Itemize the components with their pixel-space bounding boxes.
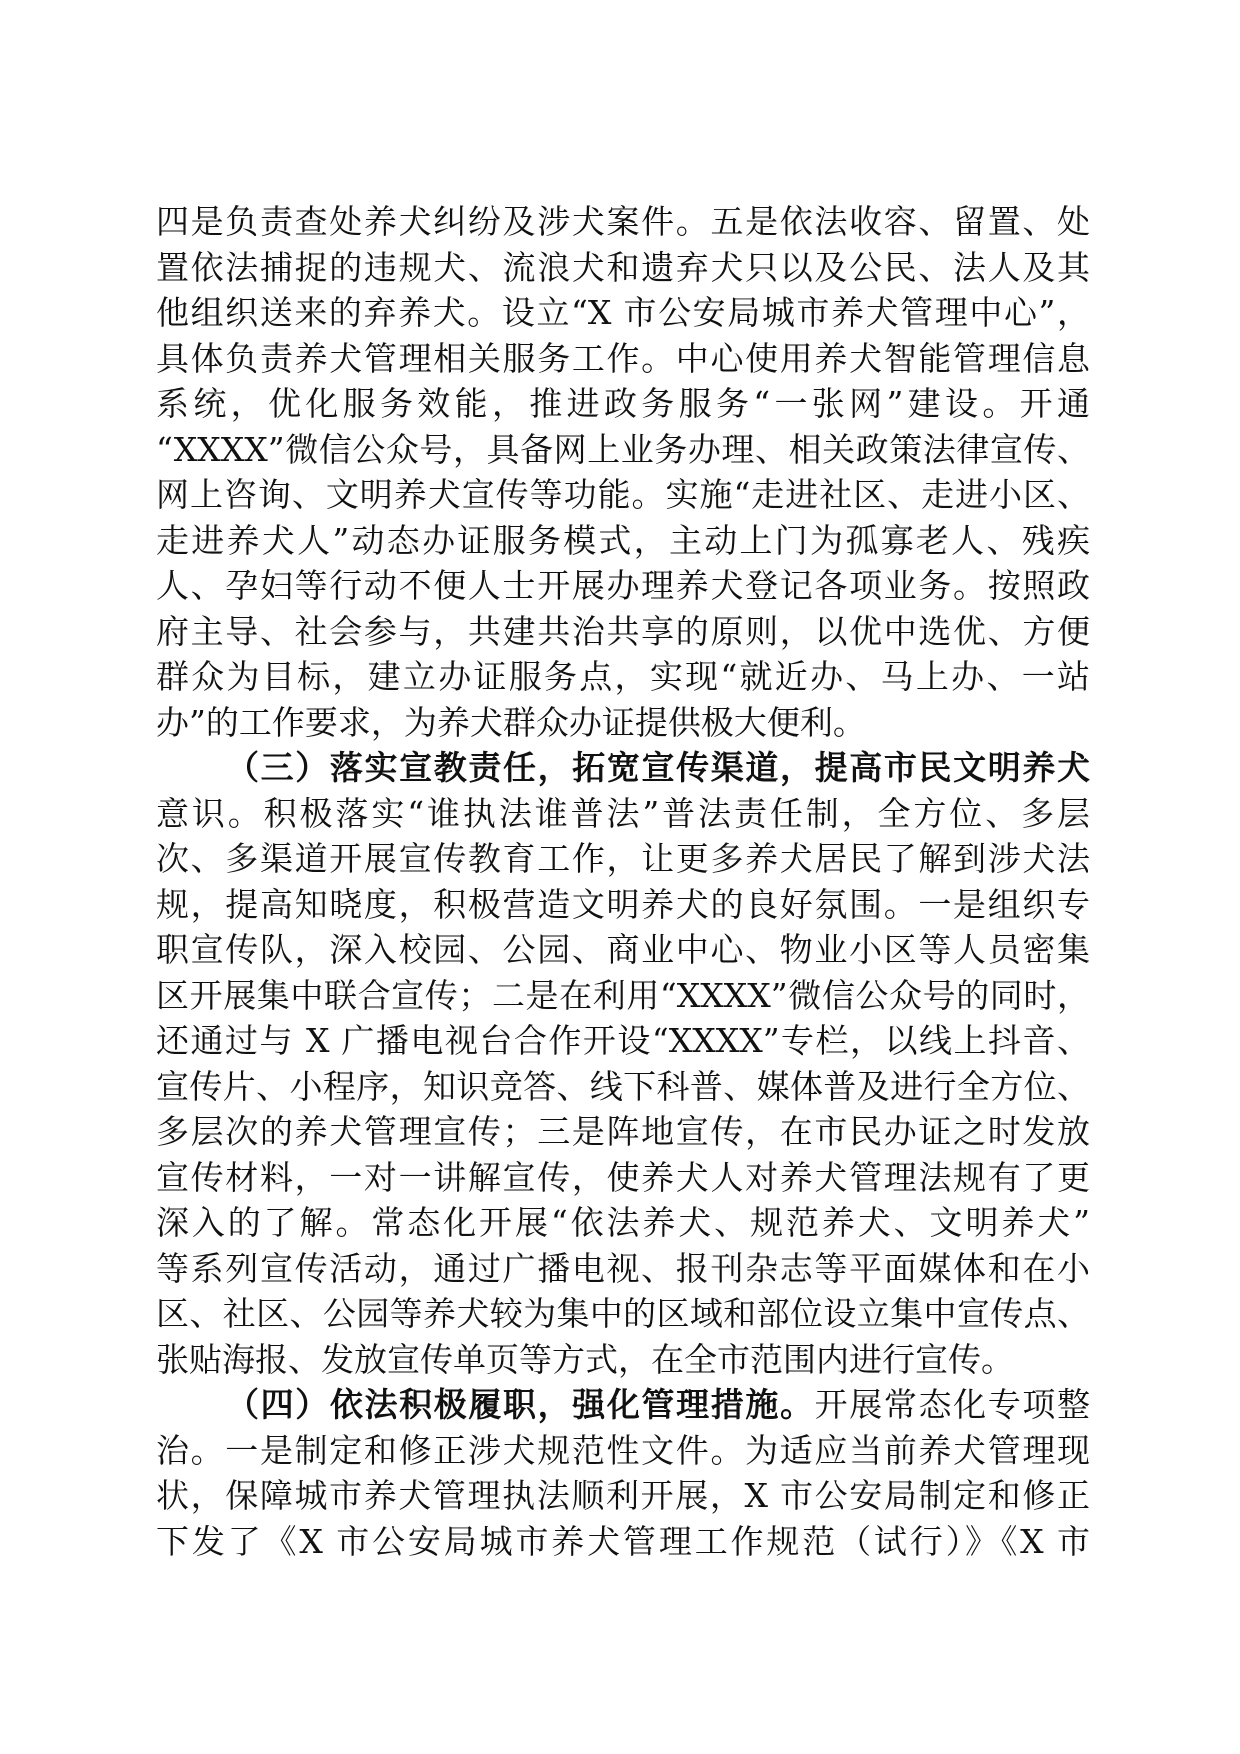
text-line: 走进养犬人”动态办证服务模式，主动上门为孤寡老人、残疾: [156, 520, 1090, 560]
text-line: 置依法捕捉的违规犬、流浪犬和遗弃犬只以及公民、法人及其: [156, 247, 1090, 287]
text-line: 治。一是制定和修正涉犬规范性文件。为适应当前养犬管理现: [156, 1430, 1090, 1470]
text-line: 系统，优化服务效能，推进政务服务“一张网”建设。开通: [156, 384, 1090, 423]
text-line: 下发了《X 市公安局城市养犬管理工作规范（试行）》《X 市: [156, 1521, 1090, 1561]
text-line: 群众为目标，建立办证服务点，实现“就近办、马上办、一站: [156, 657, 1090, 696]
text-line: 还通过与 X 广播电视台合作开设“XXXX”专栏，以线上抖音、: [156, 1021, 1090, 1060]
text-line: 区开展集中联合宣传；二是在利用“XXXX”微信公众号的同时，: [156, 975, 1090, 1015]
text-line: 府主导、社会参与，共建共治共享的原则，以优中选优、方便: [156, 611, 1090, 651]
body-text: [156, 199, 1090, 1564]
text-line: “XXXX”微信公众号，具备网上业务办理、相关政策法律宣传、: [156, 429, 1090, 469]
text-line: 深入的了解。常态化开展“依法养犬、规范养犬、文明养犬”: [156, 1203, 1090, 1242]
text-line: 张贴海报、发放宣传单页等方式，在全市范围内进行宣传。: [156, 1339, 1014, 1379]
text-line: 职宣传队，深入校园、公园、商业中心、物业小区等人员密集: [156, 930, 1090, 969]
text-line: 网上咨询、文明养犬宣传等功能。实施“走进社区、走进小区、: [156, 475, 1090, 514]
text-line: 多层次的养犬管理宣传；三是阵地宣传，在市民办证之时发放: [156, 1112, 1090, 1151]
text-line: 四是负责查处养犬纠纷及涉犬案件。五是依法收容、留置、处: [156, 202, 1090, 241]
text-line: 人、孕妇等行动不便人士开展办理养犬登记各项业务。按照政: [156, 566, 1090, 605]
text-line: 办”的工作要求，为养犬群众办证提供极大便利。: [156, 702, 866, 742]
text-line: 意识。积极落实“谁执法谁普法”普法责任制，全方位、多层: [156, 793, 1090, 833]
text-line: 状，保障城市养犬管理执法顺利开展，X 市公安局制定和修正: [156, 1476, 1090, 1515]
text-line: 他组织送来的弃养犬。设立“X 市公安局城市养犬管理中心”，: [156, 293, 1090, 332]
section-4-text: 开展常态化专项整: [814, 1385, 1090, 1424]
text-line: 宣传片、小程序，知识竞答、线下科普、媒体普及进行全方位、: [156, 1066, 1090, 1106]
section-4-heading: （四）依法积极履职，强化管理措施。: [226, 1385, 815, 1424]
text-line: 宣传材料，一对一讲解宣传，使养犬人对养犬管理法规有了更: [156, 1157, 1090, 1197]
text-line: 区、社区、公园等养犬较为集中的区域和部位设立集中宣传点、: [156, 1294, 1090, 1333]
section-3-heading: （三）落实宣教责任，拓宽宣传渠道，提高市民文明养犬: [226, 748, 1090, 787]
text-line: 等系列宣传活动，通过广播电视、报刊杂志等平面媒体和在小: [156, 1248, 1090, 1288]
text-line: 次、多渠道开展宣传教育工作，让更多养犬居民了解到涉犬法: [156, 839, 1090, 878]
text-line: 规，提高知晓度，积极营造文明养犬的良好氛围。一是组织专: [156, 884, 1090, 924]
text-line: 具体负责养犬管理相关服务工作。中心使用养犬智能管理信息: [156, 338, 1090, 378]
section-4-first-line: [156, 1382, 1090, 1428]
